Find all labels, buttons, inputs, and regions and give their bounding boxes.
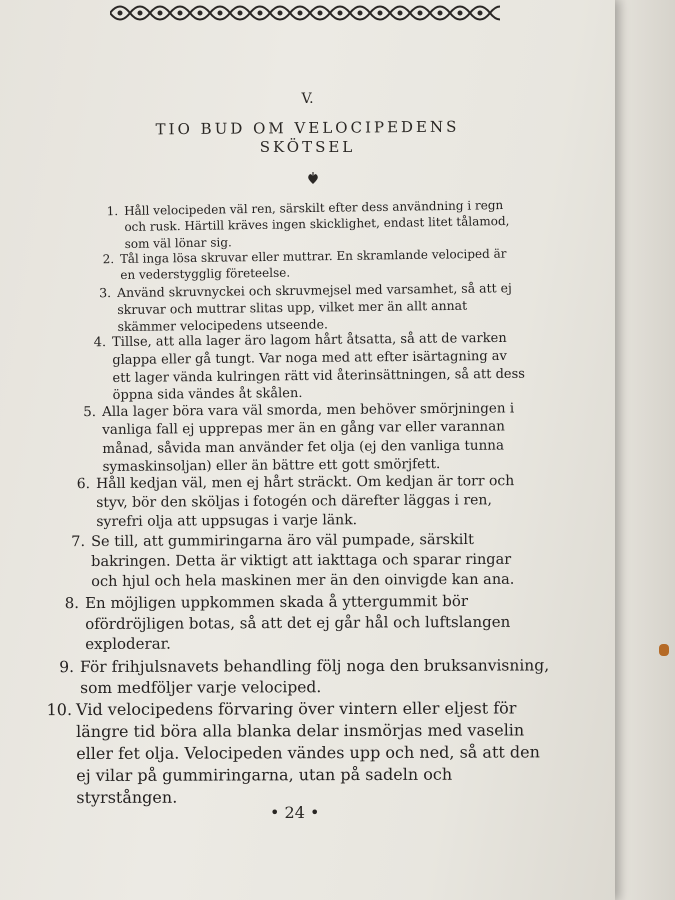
page-number: • 24 •: [270, 803, 320, 822]
item-text: Se till, att gummiringarna äro väl pumpade, särskilt bakringen. Detta är viktigt att iakttaga och sparar ringar och hjul och hela maskinen mer än den oinvigde kan ana.: [91, 531, 515, 590]
item-text: Använd skruvnyckei och skruvmejsel med varsamhet, så att ej skruvar och muttrar slitas upp, vilket mer än allt annat skämmer velocipedens utseende.: [117, 280, 512, 335]
item-text: Vid velocipedens förvaring över vintern eller eljest för längre tid böra alla blanka delar insmörjas med vaselin eller fet olja. Velocipeden vändes upp och ned, så att den ej vilar på gummiringarna, utan på sadeln och styrstången.: [76, 698, 540, 807]
item-number: 1.: [106, 204, 119, 219]
stain-spot: [659, 644, 669, 656]
item-text: Håll kedjan väl, men ej hårt sträckt. Om kedjan är torr och styv, bör den sköljas i fotogén och därefter läggas i ren, syrefri olja att uppsugas i varje länk.: [96, 473, 515, 531]
chapter-title-continued: SKÖTSEL: [259, 138, 356, 156]
item-text: En möjligen uppkommen skada å yttergummit bör ofördröjligen botas, så att det ej går hål och luftslangen exploderar.: [85, 591, 511, 654]
item-number: 9.: [59, 658, 75, 677]
item-text: För frihjulsnavets behandling följ noga den bruksanvisning, som medföljer varje velociped.: [80, 656, 550, 698]
item-number: 3.: [99, 285, 112, 301]
list-item: [106, 197, 517, 252]
chapter-number: V.: [301, 91, 314, 107]
list-item: [76, 472, 536, 533]
list-item: [102, 245, 520, 283]
item-number: 8.: [64, 594, 80, 613]
list-item: [93, 330, 528, 406]
item-number: 7.: [71, 534, 86, 551]
item-text: Tillse, att alla lager äro lagom hårt åtsatta, så att de varken glappa eller gå tungt. Var noga med att efter isärtagning av ett lager vända kulringen rätt vid återinsättningen, så att dess öppna sida vändes åt skålen.: [112, 330, 526, 404]
item-number: 10.: [46, 700, 73, 720]
decorative-border-icon: [110, 0, 500, 26]
item-text: Håll velocipeden väl ren, särskilt efter dess användning i regn och rusk. Härtill kräves ingen skicklighet, endast litet tålamod, som väl lönar sig.: [124, 198, 510, 251]
list-item: [46, 697, 556, 808]
chapter-title: TIO BUD OM VELOCIPEDENS: [155, 117, 460, 139]
fleuron-icon: [306, 172, 320, 184]
item-text: Tål inga lösa skruvar eller muttrar. En skramlande velociped är en vederstygglig företeelse.: [120, 246, 507, 283]
item-number: 5.: [83, 404, 97, 421]
item-number: 6.: [76, 476, 91, 493]
list-item: [99, 279, 524, 335]
list-item: [59, 655, 550, 699]
item-text: Alla lager böra vara väl smorda, men behöver smörjningen i vanliga fall ej upprepas mer än en gång var eller varannan månad, såvida man använder fet olja (ej den vanliga tunna symaskinsoljan) eller än bättre ett gott smörjfett.: [102, 400, 515, 476]
item-number: 4.: [93, 335, 107, 351]
list-item: [83, 399, 535, 477]
list-item: [71, 531, 541, 593]
item-number: 2.: [102, 252, 115, 267]
list-item: [64, 591, 545, 655]
